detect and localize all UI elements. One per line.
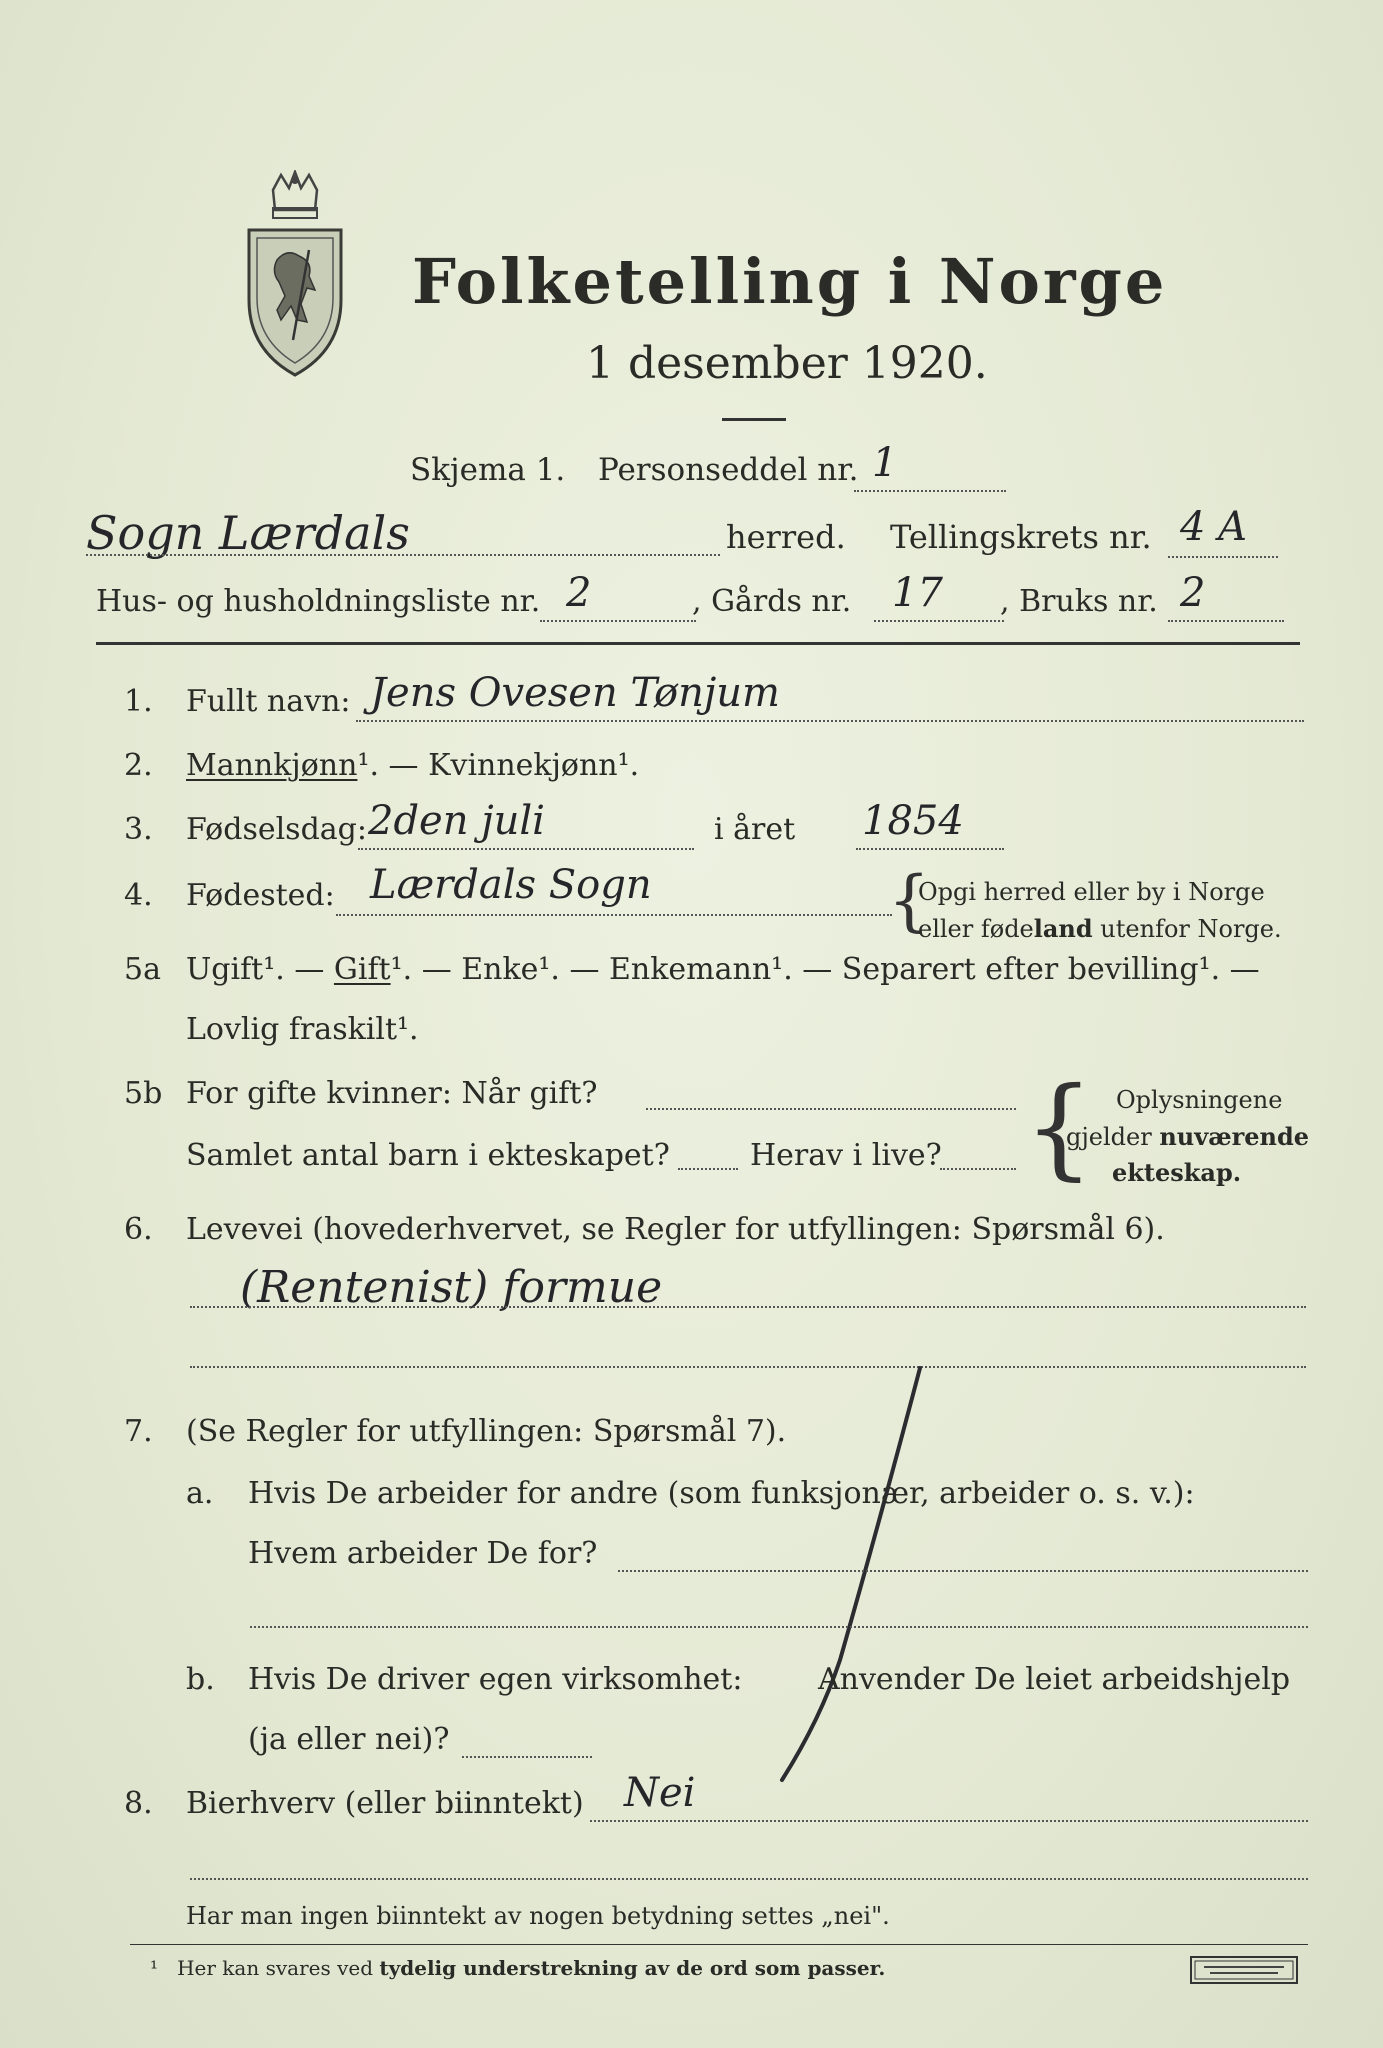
q3-year-value: 1854 [862,798,964,844]
tellingskrets-value: 4 A [1180,504,1248,550]
personseddel-label: Personseddel nr. [598,452,859,488]
q3-year-label: i året [714,812,796,847]
q6-number: 6. [124,1212,153,1247]
q5a-gift-underlined: Gift [333,952,391,987]
q7-label: (Se Regler for utfyllingen: Spørsmål 7). [186,1414,787,1449]
q5b-line2a: Samlet antal barn i ekteskapet? [186,1138,670,1173]
q5a-ugift: Ugift¹. — [186,952,334,987]
q5b-note2 [1066,1122,1309,1151]
q5b-note3: ekteskap. [1112,1158,1242,1187]
q7a-line [618,1570,1308,1572]
q7a-letter: a. [186,1476,214,1511]
q2-number: 2. [124,748,153,783]
q3-number: 3. [124,812,153,847]
title-rule [722,418,786,421]
q4-line [336,914,892,916]
q5b-brace: { [1024,1063,1094,1191]
printer-stamp-icon [1190,1956,1298,1984]
q8-value: Nei [624,1770,696,1816]
q5b-line1: For gifte kvinner: Når gift? [186,1076,598,1111]
husliste-label: Hus- og husholdningsliste nr. [96,584,541,619]
q7a-line-extra [250,1626,1308,1628]
form-title: Folketelling i Norge [412,245,1168,318]
q5b-number: 5b [124,1076,163,1111]
gards-label: , Gårds nr. [692,584,852,619]
q7b-line [462,1756,592,1758]
q2-end: ¹. [617,748,640,783]
q3-line [358,848,694,850]
herred-value: Sogn Lærdals [86,506,410,560]
bruks-label: , Bruks nr. [1000,584,1158,619]
q2-options [186,748,639,783]
husliste-line [540,620,696,622]
q1-label: Fullt navn: [186,684,351,719]
husliste-value: 2 [566,570,592,616]
footnote-text-a: Her kan svares ved [177,1956,380,1980]
q2-kvinne: Kvinnekjønn [428,748,618,783]
q5b-live-line [940,1168,1016,1170]
q6-label: Levevei (hovederhvervet, se Regler for utfyllingen: Spørsmål 6). [186,1212,1165,1247]
q4-note-line1: Opgi herred eller by i Norge [918,878,1265,906]
q7a-line1: Hvis De arbeider for andre (som funksjonær, arbeider o. s. v.): [248,1476,1195,1511]
q6-value: (Rentenist) formue [240,1262,663,1313]
herred-label: herred. [726,518,846,556]
q1-line [356,720,1304,722]
q5a-rest: ¹. — Enke¹. — Enkemann¹. — Separert efter bevilling¹. — [390,952,1260,987]
q7a-line2: Hvem arbeider De for? [248,1536,598,1571]
q4-brace: { [888,862,930,939]
q4-note-line2 [918,914,1282,943]
q4-note-a: eller føde [918,915,1034,943]
bruks-value: 2 [1180,570,1206,616]
norwegian-coat-of-arms-icon [243,170,348,380]
q6-line2 [190,1366,1306,1368]
schema-label: Skjema 1. [410,452,566,488]
q3-label: Fødselsdag: [186,812,367,847]
footnote-rule [130,1944,1308,1945]
gards-line [874,620,1004,622]
q1-value: Jens Ovesen Tønjum [370,670,780,716]
q4-label: Fødested: [186,878,335,913]
personseddel-line [854,490,1006,492]
q5a-options [186,952,1260,987]
footnote-text-b: tydelig understrekning av de ord som passer. [379,1956,886,1980]
q5b-barn-line [678,1168,738,1170]
q5a-line2: Lovlig fraskilt¹. [186,1012,419,1047]
personseddel-value: 1 [872,440,898,486]
q5a-number: 5a [124,952,161,987]
q5b-note2a: gjelder [1066,1123,1160,1151]
q3-value: 2den juli [368,798,545,844]
footnote [150,1956,885,1980]
form-subtitle: 1 desember 1920. [586,338,988,389]
handwritten-strike-stroke [760,1360,940,1790]
q5b-note2b: nuværende [1159,1122,1310,1151]
biinntekt-note: Har man ingen biinntekt av nogen betydning settes „nei". [186,1902,890,1930]
q7b-line1b: Anvender De leiet arbeidshjelp [818,1662,1291,1697]
q8-label: Bierhverv (eller biinntekt) [186,1786,584,1821]
q7b-line1a: Hvis De driver egen virksomhet: [248,1662,743,1697]
gards-value: 17 [892,570,943,616]
bruks-line [1168,620,1284,622]
footnote-mark: ¹ [150,1956,159,1980]
q5b-gift-line [646,1108,1016,1110]
q8-number: 8. [124,1786,153,1821]
herred-line [86,554,720,556]
q3-year-line [856,848,1004,850]
q7-number: 7. [124,1414,153,1449]
q8-line2 [190,1878,1308,1880]
q8-line [590,1820,1308,1822]
q2-mann-underlined: Mannkjønn [186,748,358,783]
q5b-note1: Oplysningene [1116,1086,1283,1114]
q1-number: 1. [124,684,153,719]
q7b-letter: b. [186,1662,215,1697]
tellingskrets-label: Tellingskrets nr. [890,518,1152,556]
q4-note-c: utenfor Norge. [1092,915,1282,943]
q2-sep: ¹. — [357,748,429,783]
q4-number: 4. [124,878,153,913]
tellingskrets-line [1168,556,1278,558]
q6-line1 [190,1306,1306,1308]
q7b-line2: (ja eller nei)? [248,1722,450,1757]
header-divider [96,642,1300,645]
q4-note-b: land [1033,914,1093,943]
q5b-line2b: Herav i live? [750,1138,942,1173]
q4-value: Lærdals Sogn [370,862,652,908]
